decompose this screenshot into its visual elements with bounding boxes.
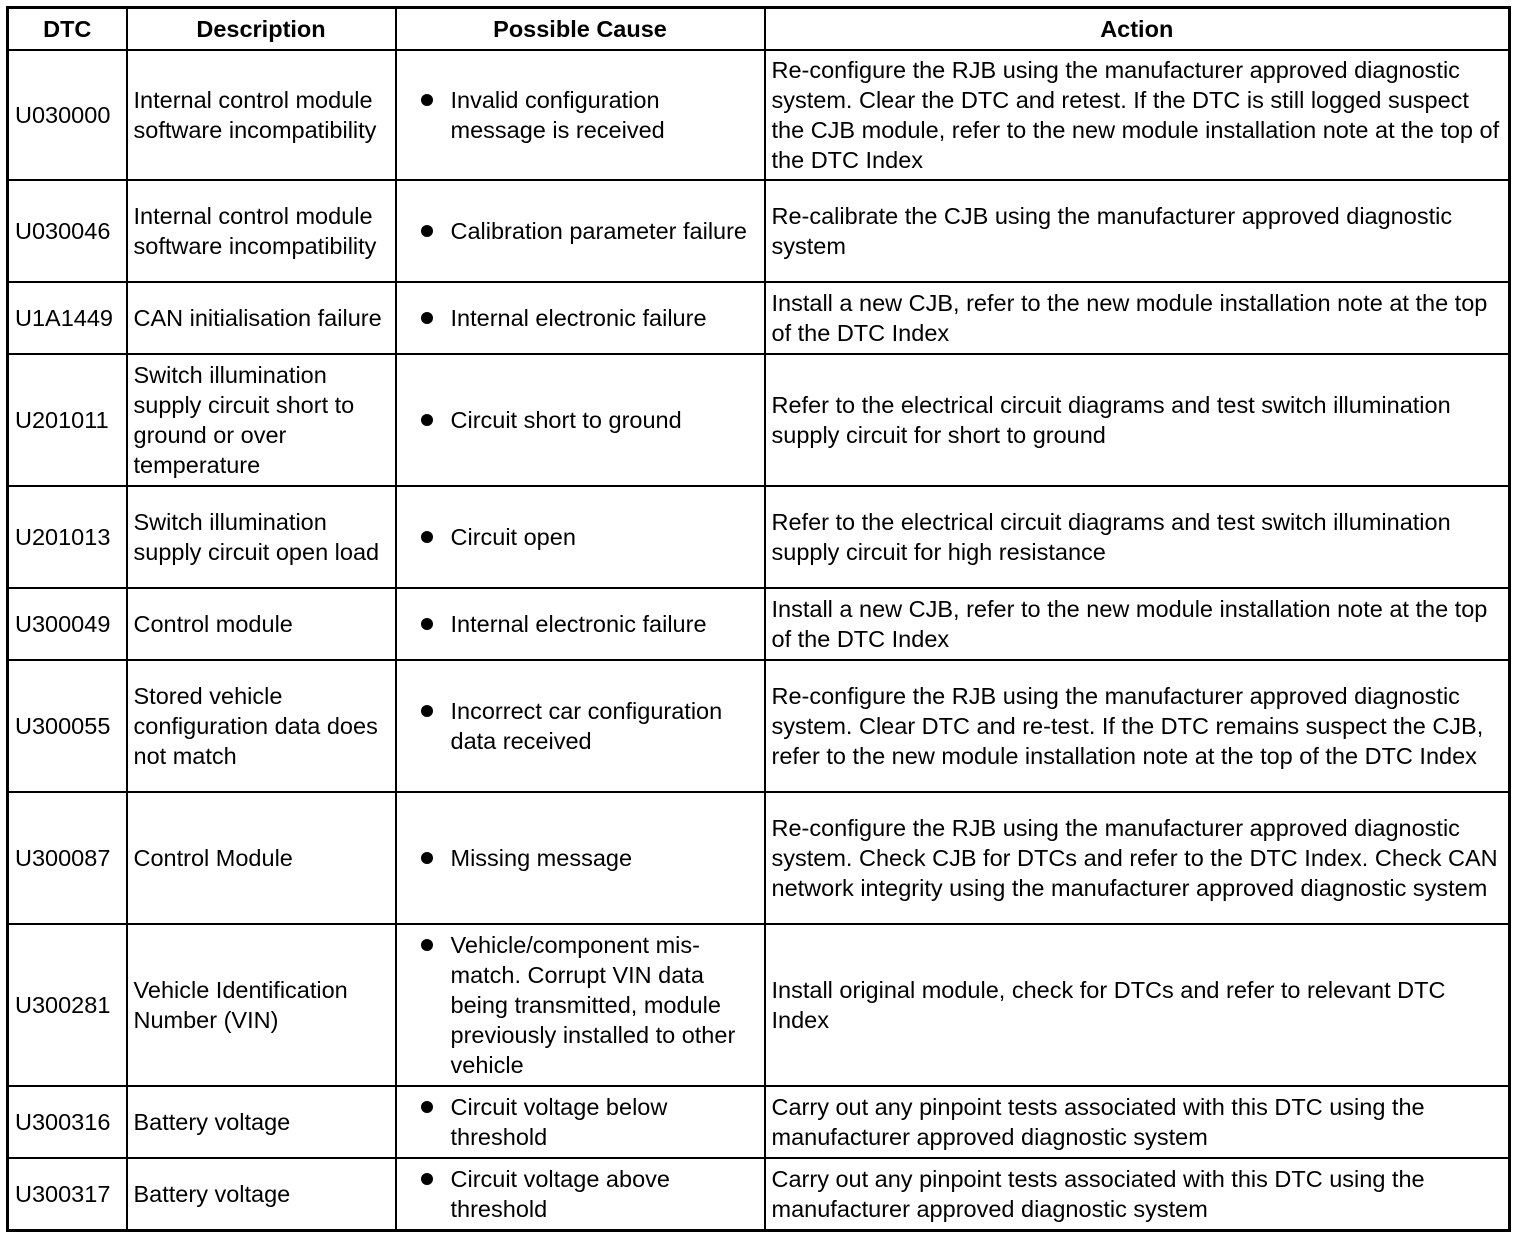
header-possible-cause: Possible Cause: [396, 8, 765, 51]
possible-cause-cell: [396, 486, 765, 588]
table-row: [8, 50, 1510, 180]
possible-cause-cell: [396, 1158, 765, 1230]
table-row: [8, 1086, 1510, 1158]
table-row: [8, 1158, 1510, 1230]
possible-cause-cell: [396, 660, 765, 792]
dtc-table: [6, 6, 1511, 1232]
possible-cause-item: Internal electronic failure: [451, 303, 758, 333]
possible-cause-list: [403, 609, 758, 639]
header-description: Description: [127, 8, 396, 51]
dtc-description: Vehicle Identification Number (VIN): [127, 924, 396, 1086]
dtc-code: U300281: [8, 924, 127, 1086]
table-row: [8, 660, 1510, 792]
possible-cause-list: [403, 85, 758, 145]
table-row: [8, 180, 1510, 282]
dtc-description: Stored vehicle configuration data does not match: [127, 660, 396, 792]
action-text: Install a new CJB, refer to the new module installation note at the top of the DTC Index: [765, 588, 1510, 660]
possible-cause-cell: [396, 50, 765, 180]
dtc-code: U1A1449: [8, 282, 127, 354]
dtc-description: Switch illumination supply circuit open load: [127, 486, 396, 588]
possible-cause-list: [403, 1164, 758, 1224]
possible-cause-item: Circuit voltage below threshold: [451, 1092, 758, 1152]
dtc-description: CAN initialisation failure: [127, 282, 396, 354]
table-row: [8, 588, 1510, 660]
possible-cause-item: Circuit open: [451, 522, 758, 552]
action-text: Carry out any pinpoint tests associated with this DTC using the manufacturer approved diagnostic system: [765, 1086, 1510, 1158]
possible-cause-list: [403, 303, 758, 333]
dtc-description: Battery voltage: [127, 1086, 396, 1158]
action-text: Re-configure the RJB using the manufacturer approved diagnostic system. Check CJB for DTCs and refer to the DTC Index. Check CAN network integrity using the manufacturer approved diagnostic system: [765, 792, 1510, 924]
possible-cause-cell: [396, 588, 765, 660]
dtc-code: U300049: [8, 588, 127, 660]
possible-cause-list: [403, 1092, 758, 1152]
possible-cause-item: Circuit voltage above threshold: [451, 1164, 758, 1224]
possible-cause-list: [403, 405, 758, 435]
table-body: [8, 50, 1510, 1230]
action-text: Install original module, check for DTCs and refer to relevant DTC Index: [765, 924, 1510, 1086]
dtc-description: Battery voltage: [127, 1158, 396, 1230]
dtc-description: Internal control module software incompatibility: [127, 180, 396, 282]
possible-cause-cell: [396, 282, 765, 354]
dtc-code: U030000: [8, 50, 127, 180]
possible-cause-cell: [396, 180, 765, 282]
possible-cause-list: [403, 930, 758, 1080]
possible-cause-item: Missing message: [451, 843, 758, 873]
possible-cause-list: [403, 696, 758, 756]
possible-cause-item: Internal electronic failure: [451, 609, 758, 639]
dtc-code: U300055: [8, 660, 127, 792]
action-text: Refer to the electrical circuit diagrams and test switch illumination supply circuit for high resistance: [765, 486, 1510, 588]
table-row: [8, 354, 1510, 486]
possible-cause-cell: [396, 924, 765, 1086]
dtc-code: U201011: [8, 354, 127, 486]
dtc-description: Internal control module software incompatibility: [127, 50, 396, 180]
possible-cause-cell: [396, 354, 765, 486]
possible-cause-item: Calibration parameter failure: [451, 216, 758, 246]
possible-cause-list: [403, 522, 758, 552]
dtc-code: U300087: [8, 792, 127, 924]
table-row: [8, 924, 1510, 1086]
table-row: [8, 486, 1510, 588]
possible-cause-list: [403, 216, 758, 246]
action-text: Carry out any pinpoint tests associated with this DTC using the manufacturer approved diagnostic system: [765, 1158, 1510, 1230]
possible-cause-cell: [396, 1086, 765, 1158]
possible-cause-item: Incorrect car configuration data received: [451, 696, 758, 756]
action-text: Refer to the electrical circuit diagrams and test switch illumination supply circuit for short to ground: [765, 354, 1510, 486]
action-text: Re-calibrate the CJB using the manufacturer approved diagnostic system: [765, 180, 1510, 282]
dtc-code: U300317: [8, 1158, 127, 1230]
table-row: [8, 792, 1510, 924]
dtc-description: Control module: [127, 588, 396, 660]
header-dtc: DTC: [8, 8, 127, 51]
action-text: Re-configure the RJB using the manufacturer approved diagnostic system. Clear DTC and re-test. If the DTC remains suspect the CJB, refer to the new module installation note at the top of the DTC Index: [765, 660, 1510, 792]
header-action: Action: [765, 8, 1510, 51]
table-row: [8, 282, 1510, 354]
dtc-code: U300316: [8, 1086, 127, 1158]
possible-cause-item: Vehicle/component mis-match. Corrupt VIN data being transmitted, module previously installed to other vehicle: [451, 930, 758, 1080]
action-text: Install a new CJB, refer to the new module installation note at the top of the DTC Index: [765, 282, 1510, 354]
possible-cause-item: Circuit short to ground: [451, 405, 758, 435]
dtc-description: Switch illumination supply circuit short to ground or over temperature: [127, 354, 396, 486]
possible-cause-item: Invalid configuration message is received: [451, 85, 758, 145]
possible-cause-list: [403, 843, 758, 873]
dtc-code: U030046: [8, 180, 127, 282]
action-text: Re-configure the RJB using the manufacturer approved diagnostic system. Clear the DTC and retest. If the DTC is still logged suspect the CJB module, refer to the new module installation note at the top of the DTC Index: [765, 50, 1510, 180]
possible-cause-cell: [396, 792, 765, 924]
dtc-description: Control Module: [127, 792, 396, 924]
header-row: [8, 8, 1510, 51]
dtc-code: U201013: [8, 486, 127, 588]
